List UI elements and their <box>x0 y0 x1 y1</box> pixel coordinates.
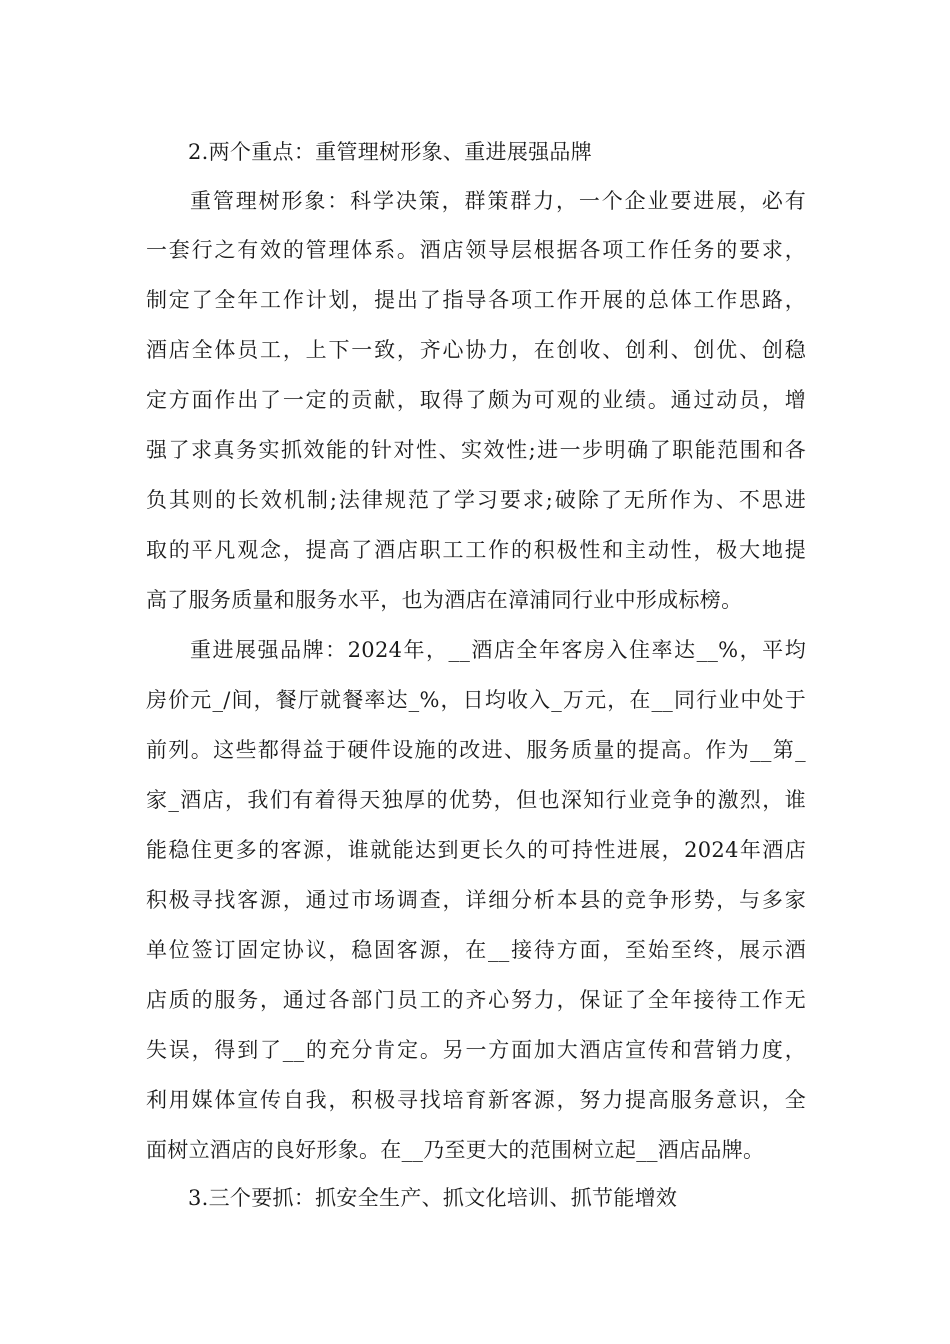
paragraph-line: 制定了全年工作计划，提出了指导各项工作开展的总体工作思路， <box>146 288 806 312</box>
paragraph-line: 酒店全体员工，上下一致，齐心协力，在创收、创利、创优、创稳 <box>146 338 806 362</box>
paragraph-line: 重管理树形象：科学决策，群策群力，一个企业要进展，必有 <box>190 189 806 213</box>
paragraph-line: 前列。这些都得益于硬件设施的改进、服务质量的提高。作为__第_ <box>146 738 806 762</box>
paragraph-line: 高了服务质量和服务水平，也为酒店在漳浦同行业中形成标榜。 <box>146 588 743 612</box>
paragraph-line: 一套行之有效的管理体系。酒店领导层根据各项工作任务的要求， <box>146 238 806 262</box>
paragraph-line: 面树立酒店的良好形象。在__乃至更大的范围树立起__酒店品牌。 <box>146 1138 765 1162</box>
paragraph-line: 房价元_/间，餐厅就餐率达_%，日均收入_万元，在__同行业中处于 <box>146 688 806 712</box>
paragraph-line: 店质的服务，通过各部门员工的齐心努力，保证了全年接待工作无 <box>146 988 806 1012</box>
paragraph-line: 家_酒店，我们有着得天独厚的优势，但也深知行业竞争的激烈，谁 <box>146 788 806 812</box>
paragraph-line: 失误，得到了__的充分肯定。另一方面加大酒店宣传和营销力度， <box>146 1038 806 1062</box>
paragraph-line: 重进展强品牌：2024年，__酒店全年客房入住率达__%，平均 <box>190 638 806 662</box>
section-heading-2: 2.两个重点：重管理树形象、重进展强品牌 <box>188 140 593 164</box>
paragraph-line: 积极寻找客源，通过市场调查，详细分析本县的竞争形势，与多家 <box>146 888 806 912</box>
paragraph-line: 强了求真务实抓效能的针对性、实效性;进一步明确了职能范围和各 <box>146 438 806 462</box>
paragraph-line: 负其则的长效机制;法律规范了学习要求;破除了无所作为、不思进 <box>146 488 806 512</box>
paragraph-line: 单位签订固定协议，稳固客源，在__接待方面，至始至终，展示酒 <box>146 938 806 962</box>
paragraph-line: 定方面作出了一定的贡献，取得了颇为可观的业绩。通过动员，增 <box>146 388 806 412</box>
section-heading-3: 3.三个要抓：抓安全生产、抓文化培训、抓节能增效 <box>188 1186 678 1210</box>
paragraph-line: 利用媒体宣传自我，积极寻找培育新客源，努力提高服务意识，全 <box>146 1088 806 1112</box>
paragraph-line: 取的平凡观念，提高了酒店职工工作的积极性和主动性，极大地提 <box>146 538 806 562</box>
paragraph-line: 能稳住更多的客源，谁就能达到更长久的可持性进展，2024年酒店 <box>146 838 806 862</box>
